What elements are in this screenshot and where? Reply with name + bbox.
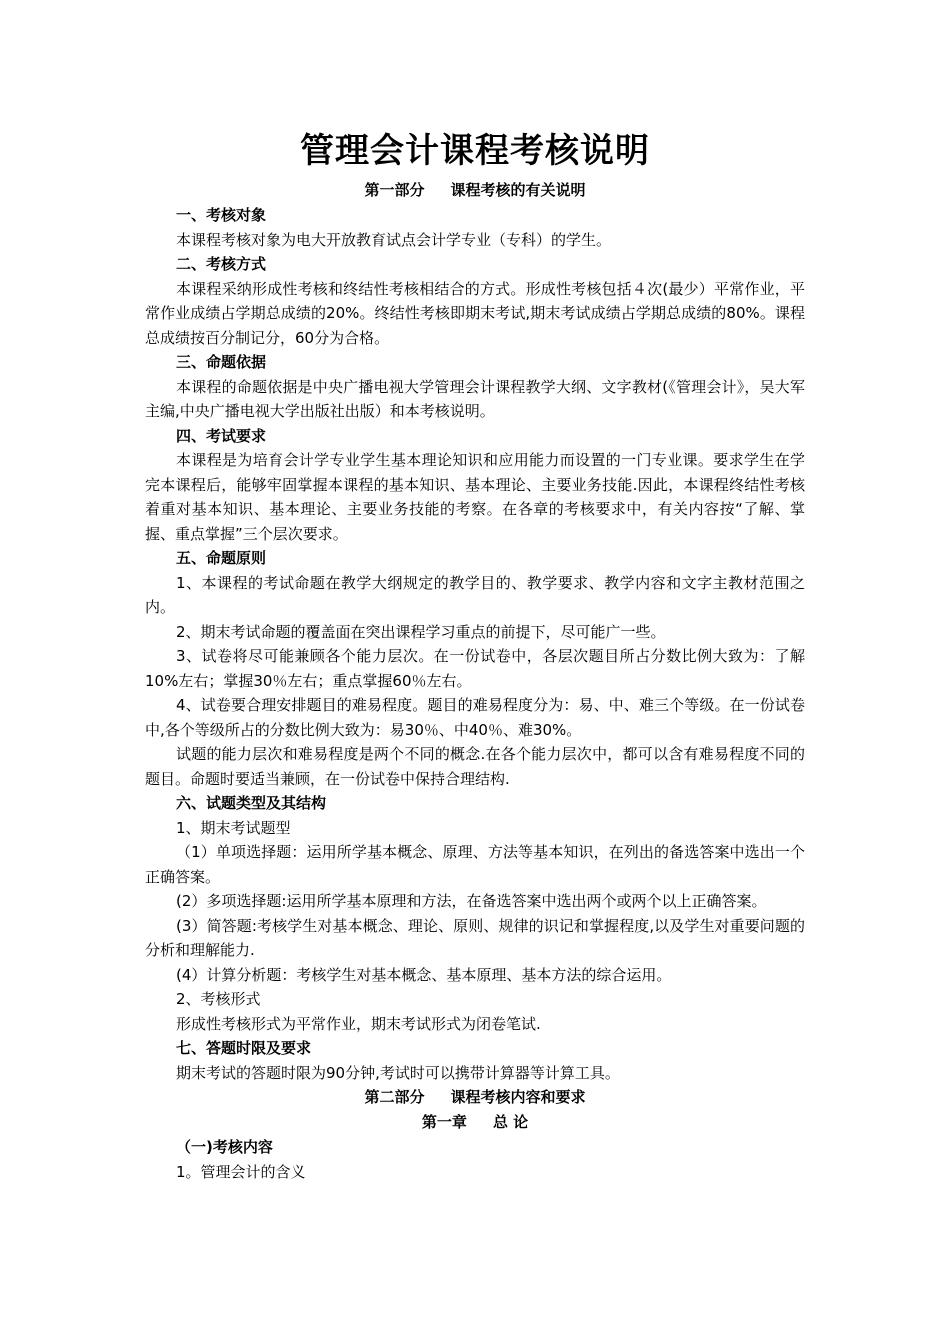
paragraph: 1、期末考试题型 <box>176 818 291 837</box>
section-heading: 一、考核对象 <box>176 206 267 224</box>
paragraph: 试题的能力层次和难易程度是两个不同的概念.在各个能力层次中，都可以含有难易程度不同的题目。命题时要适当兼顾，在一份试卷中保持合理结构. <box>145 745 805 788</box>
chapter-heading: 第一章 总 论 <box>421 1113 529 1131</box>
section-heading: 七、答题时限及要求 <box>176 1039 312 1057</box>
paragraph: （1）单项选择题：运用所学基本概念、原理、方法等基本知识，在列出的备选答案中选出一个正确答案。 <box>145 843 805 886</box>
paragraph: 1、本课程的考试命题在教学大纲规定的教学目的、教学要求、教学内容和文字主教材范围之内。 <box>145 573 805 616</box>
paragraph: 1。管理会计的含义 <box>176 1162 306 1181</box>
document-title: 管理会计课程考核说明 <box>300 131 650 171</box>
part2-heading: 第二部分 课程考核内容和要求 <box>364 1088 586 1106</box>
paragraph: (3）简答题:考核学生对基本概念、理论、原则、规律的识记和掌握程度,以及学生对重要问题的分析和理解能力. <box>145 916 805 959</box>
section-heading: 四、考试要求 <box>176 426 267 445</box>
section-heading: 三、命题依据 <box>176 353 267 371</box>
part1-heading: 第一部分 课程考核的有关说明 <box>364 181 586 199</box>
paragraph: 期末考试的答题时限为90分钟,考试时可以携带计算器等计算工具。 <box>176 1063 620 1082</box>
document-page <box>145 128 805 1184</box>
section-heading: 六、试题类型及其结构 <box>176 794 327 812</box>
sub-heading: （一)考核内容 <box>176 1138 273 1156</box>
section-heading: 二、考核方式 <box>176 255 267 273</box>
paragraph: 形成性考核形式为平常作业，期末考试形式为闭卷笔试. <box>176 1014 541 1033</box>
paragraph: 4、试卷要合理安排题目的难易程度。题目的难易程度分为：易、中、难三个等级。在一份试卷中,各个等级所占的分数比例大致为：易30％、中40％、难30%。 <box>145 696 805 739</box>
paragraph: 本课程是为培育会计学专业学生基本理论知识和应用能力而设置的一门专业课。要求学生在学完本课程后，能够牢固掌握本课程的基本知识、基本理论、主要业务技能.因此，本课程终结性考核着重对基本知识、基本理论、主要业务技能的考察。在各章的考核要求中，有关内容按“了解、掌握、重点掌握”三个层次要求。 <box>145 451 805 543</box>
paragraph: 2、考核形式 <box>176 990 261 1008</box>
paragraph: (4）计算分析题：考核学生对基本概念、基本原理、基本方法的综合运用。 <box>176 965 672 984</box>
paragraph: 3、试卷将尽可能兼顾各个能力层次。在一份试卷中，各层次题目所占分数比例大致为：了解10%左右；掌握30％左右；重点掌握60％左右。 <box>145 647 805 690</box>
paragraph: (2）多项选择题:运用所学基本原理和方法，在备选答案中选出两个或两个以上正确答案。 <box>176 892 767 910</box>
paragraph: 2、期末考试命题的覆盖面在突出课程学习重点的前提下，尽可能广一些。 <box>176 622 666 641</box>
paragraph: 本课程考核对象为电大开放教育试点会计学专业（专科）的学生。 <box>176 230 612 249</box>
section-heading: 五、命题原则 <box>176 549 267 567</box>
paragraph: 本课程的命题依据是中央广播电视大学管理会计课程教学大纲、文字教材(《管理会计》，吴大军主编,中央广播电视大学出版社出版）和本考核说明。 <box>145 377 805 420</box>
paragraph: 本课程采纳形成性考核和终结性考核相结合的方式。形成性考核包括４次(最少）平常作业，平常作业成绩占学期总成绩的20%。终结性考核即期末考试,期末考试成绩占学期总成绩的80%。课程总成绩按百分制记分，60分为合格。 <box>145 279 805 347</box>
